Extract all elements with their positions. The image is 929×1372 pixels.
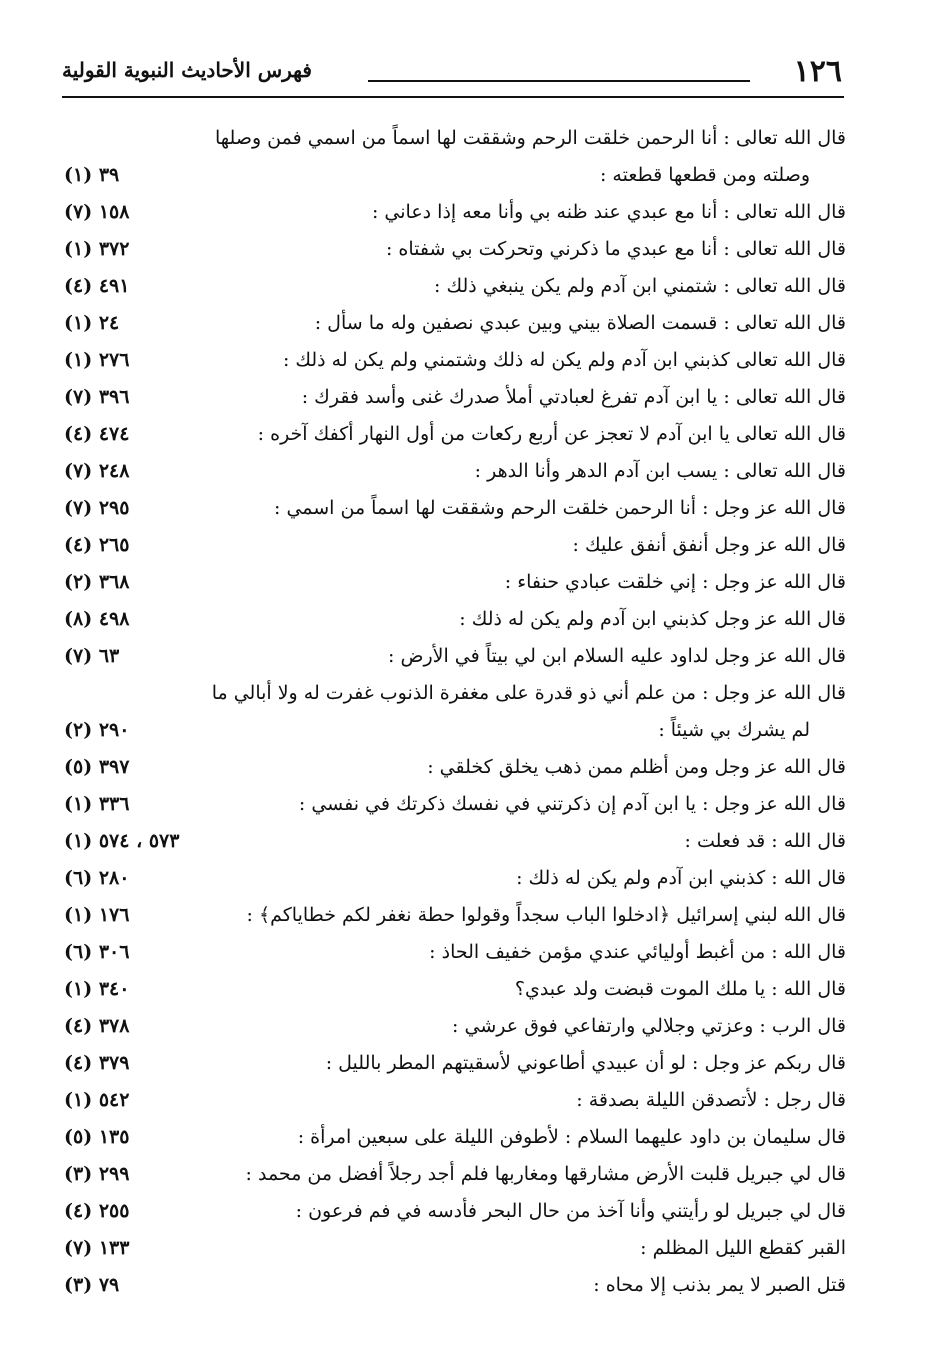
page-reference: (٤) ٤٩١ [64,275,130,297]
hadith-text: قال الله : قد فعلت : [684,830,846,852]
hadith-text: قال الله تعالى : قسمت الصلاة بيني وبين عبدي نصفين وله ما سأل : [314,312,846,334]
index-entry [60,416,846,453]
page-reference: (٧) ٢٩٥ [64,497,130,519]
page-reference: (٣) ٧٩ [64,1274,120,1296]
hadith-text: قال لي جبريل قلبت الأرض مشارقها ومغاربها فلم أجد رجلاً أفضل من محمد : [245,1163,846,1185]
page-reference: (١) ٣٧٢ [64,238,130,260]
running-title: فهرس الأحاديث النبوية القولية [62,58,312,82]
index-entry [60,601,846,638]
index-entry [60,860,846,897]
index-entry [60,1008,846,1045]
index-entry [60,194,846,231]
page-reference: (٧) ١٣٣ [64,1237,130,1259]
hadith-text: قال الله : يا ملك الموت قبضت ولد عبدي؟ [514,978,846,1000]
index-entry [60,897,846,934]
index-entry [60,749,846,786]
hadith-text: قتل الصبر لا يمر بذنب إلا محاه : [593,1274,846,1296]
hadith-text: قال الله تعالى كذبني ابن آدم ولم يكن له ذلك وشتمني ولم يكن له ذلك : [282,349,846,371]
index-entry [60,971,846,1008]
page-reference: (١) ٣٤٠ [64,978,130,1000]
header-rule [62,96,844,98]
hadith-text: قال الله عز وجل ومن أظلم ممن ذهب يخلق كخلقي : [427,756,846,778]
page-reference: (١) ٢٧٦ [64,349,130,371]
hadith-text: قال لي جبريل لو رأيتني وأنا آخذ من حال البحر فأدسه في فم فرعون : [295,1200,846,1222]
page-reference: (٤) ٢٦٥ [64,534,130,556]
index-entry [60,1230,846,1267]
page-reference: (٢) ٢٩٠ [64,719,130,741]
index-entry [60,1156,846,1193]
page-reference: (٥) ١٣٥ [64,1126,130,1148]
page-reference: (٧) ١٥٨ [64,201,130,223]
index-entry [60,453,846,490]
page-reference: (٤) ٢٥٥ [64,1200,130,1222]
index-entry [60,564,846,601]
hadith-text: قال الله عز وجل : يا ابن آدم إن ذكرتني في نفسك ذكرتك في نفسي : [298,793,846,815]
index-entry [60,1193,846,1230]
hadith-text: قال الله تعالى : أنا مع عبدي ما ذكرني وتحركت بي شفتاه : [385,238,846,260]
hadith-text-continuation: لم يشرك بي شيئاً : [658,719,810,741]
hadith-text: قال ربكم عز وجل : لو أن عبيدي أطاعوني لأسقيتهم المطر بالليل : [325,1052,846,1074]
page-reference: (٢) ٣٦٨ [64,571,130,593]
hadith-text: قال الله عز وجل كذبني ابن آدم ولم يكن له ذلك : [459,608,846,630]
hadith-text: قال الله تعالى : أنا مع عبدي عند ظنه بي وأنا معه إذا دعاني : [371,201,846,223]
hadith-text: قال الله عز وجل لداود عليه السلام ابن لي بيتاً في الأرض : [388,645,846,667]
hadith-text: قال الله لبني إسرائيل ﴿ادخلوا الباب سجداً وقولوا حطة نغفر لكم خطاياكم﴾ : [246,904,846,926]
index-entry [60,1082,846,1119]
hadith-text: قال الله تعالى : شتمني ابن آدم ولم يكن ينبغي ذلك : [434,275,846,297]
index-entry [60,120,846,194]
page-reference: (١) ٣٩ [64,164,120,186]
page-reference: (٤) ٤٧٤ [64,423,130,445]
hadith-text: قال الله تعالى : يسب ابن آدم الدهر وأنا الدهر : [474,460,846,482]
hadith-text: قال الله عز وجل : من علم أني ذو قدرة على مغفرة الذنوب غفرت له ولا أبالي ما [211,682,846,704]
hadith-text: قال سليمان بن داود عليهما السلام : لأطوفن الليلة على سبعين امرأة : [297,1126,846,1148]
page-header [62,52,842,92]
index-entry [60,342,846,379]
page-reference: (١) ٣٣٦ [64,793,130,815]
hadith-text: قال الله عز وجل أنفق أنفق عليك : [572,534,846,556]
page-reference: (١) ١٧٦ [64,904,130,926]
page-reference: (٧) ٢٤٨ [64,460,130,482]
hadith-text: القبر كقطع الليل المظلم : [640,1237,846,1259]
hadith-text: قال الله تعالى يا ابن آدم لا تعجز عن أربع ركعات من أول النهار أكفك آخره : [257,423,846,445]
page-reference: (١) ٥٤٢ [64,1089,130,1111]
page-reference: (٣) ٢٩٩ [64,1163,130,1185]
index-entry [60,786,846,823]
hadith-text: قال الله تعالى : يا ابن آدم تفرغ لعبادتي أملأ صدرك غنى وأسد فقرك : [301,386,846,408]
hadith-text: قال الله عز وجل : إني خلقت عبادي حنفاء : [504,571,846,593]
page-reference: (٨) ٤٩٨ [64,608,130,630]
page-number: ١٢٦ [793,54,842,89]
hadith-text: قال الله : من أغبط أوليائي عندي مؤمن خفيف الحاذ : [429,941,846,963]
hadith-text: قال الرب : وعزتي وجلالي وارتفاعي فوق عرشي : [452,1015,846,1037]
hadith-index-list [60,120,846,1304]
index-entry [60,490,846,527]
page-reference: (١) ٥٧٣ ، ٥٧٤ [64,830,180,852]
page-reference: (٥) ٣٩٧ [64,756,130,778]
hadith-text: قال الله عز وجل : أنا الرحمن خلقت الرحم وشققت لها اسماً من اسمي : [274,497,846,519]
page-reference: (١) ٢٤ [64,312,120,334]
page-reference: (٤) ٣٧٩ [64,1052,130,1074]
index-entry [60,934,846,971]
index-entry [60,1267,846,1304]
index-entry [60,638,846,675]
index-entry [60,675,846,749]
index-entry [60,1119,846,1156]
hadith-text: قال الله تعالى : أنا الرحمن خلقت الرحم وشققت لها اسماً من اسمي فمن وصلها [214,127,846,149]
index-entry [60,1045,846,1082]
index-entry [60,527,846,564]
index-entry [60,305,846,342]
page-reference: (٦) ٣٠٦ [64,941,130,963]
page-reference: (٤) ٣٧٨ [64,1015,130,1037]
hadith-text: قال الله : كذبني ابن آدم ولم يكن له ذلك : [516,867,846,889]
page-reference: (٦) ٢٨٠ [64,867,130,889]
index-entry [60,379,846,416]
hadith-text-continuation: وصلته ومن قطعها قطعته : [599,164,810,186]
header-divider [368,80,750,82]
page-reference: (٧) ٣٩٦ [64,386,130,408]
page-reference: (٧) ٦٣ [64,645,120,667]
index-entry [60,823,846,860]
hadith-text: قال رجل : لأتصدقن الليلة بصدقة : [576,1089,846,1111]
index-entry [60,231,846,268]
index-entry [60,268,846,305]
